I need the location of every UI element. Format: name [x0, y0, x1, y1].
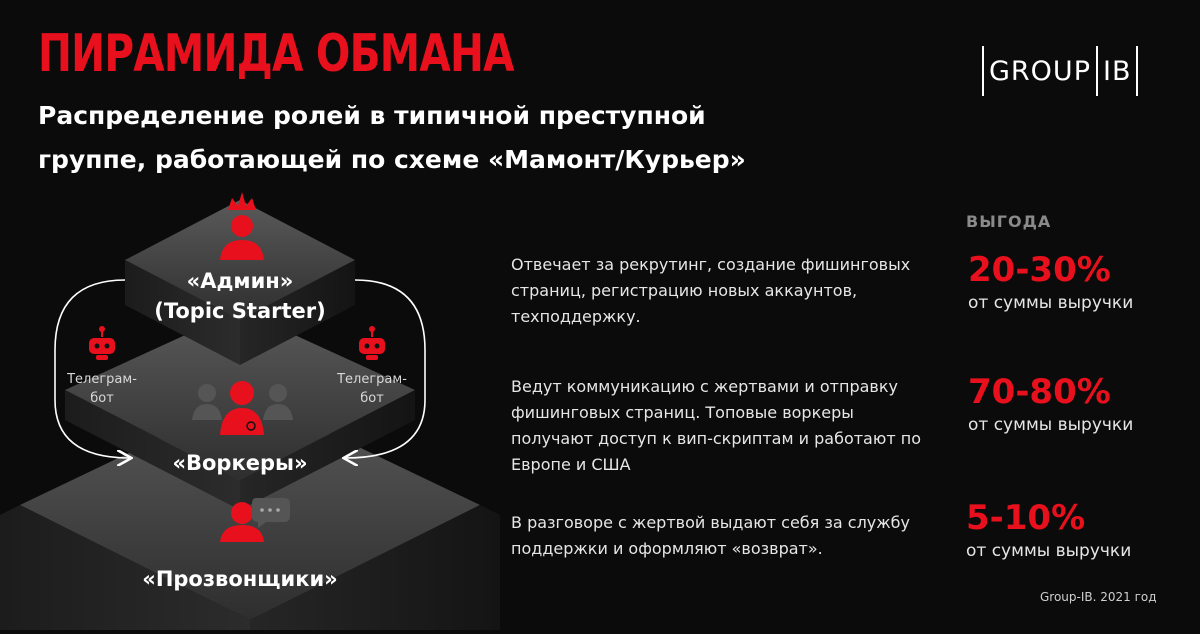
share-callers: 5-10%: [966, 498, 1086, 538]
logo-bar-right: [1136, 46, 1138, 96]
page-subtitle: [38, 94, 838, 182]
role-description-callers: В разговоре с жертвой выдают себя за службу поддержки и оформляют «возврат».: [511, 513, 911, 558]
logo-text-left: GROUP: [989, 55, 1091, 87]
share-admin: 20-30%: [968, 250, 1111, 290]
subtitle-line-1: Распределение ролей в типичной преступной: [38, 101, 706, 130]
share-note-callers: от суммы выручки: [966, 541, 1132, 561]
workers-label: «Воркеры»: [172, 451, 308, 475]
bot-left-line-2: бот: [90, 391, 114, 406]
admin-label-line-1: «Админ»: [186, 269, 294, 293]
logo-bar-left: [982, 46, 984, 96]
role-description-admin: Отвечает за рекрутинг, создание фишинговых страниц, регистрацию новых аккаунтов, техподдержку.: [511, 255, 911, 326]
share-note-admin: от суммы выручки: [968, 293, 1134, 313]
bot-right-line-2: бот: [360, 391, 384, 406]
admin-label: [140, 266, 340, 326]
page-title: ПИРАМИДА ОБМАНА: [38, 24, 514, 84]
footer-credit: Group-IB. 2021 год: [1040, 590, 1157, 604]
telegram-bot-left-label: [52, 370, 152, 408]
crown-icon: [228, 192, 256, 210]
callers-label: «Прозвонщики»: [142, 567, 338, 591]
subtitle-line-2: группе, работающей по схеме «Мамонт/Курьер»: [38, 145, 746, 174]
telegram-bot-icon: [89, 326, 115, 360]
group-ib-logo: [977, 46, 1149, 96]
telegram-bot-icon: [359, 326, 385, 360]
share-note-workers: от суммы выручки: [968, 415, 1134, 435]
benefit-header: ВЫГОДА: [966, 212, 1052, 231]
logo-text-right: IB: [1102, 55, 1132, 87]
bot-left-line-1: Телеграм-: [67, 372, 137, 387]
role-description-workers: Ведут коммуникацию с жертвами и отправку фишинговых страниц. Топовые воркеры получают доступ к вип-скриптам и работают по Европе и США: [511, 377, 921, 474]
bot-right-line-1: Телеграм-: [337, 372, 407, 387]
pyramid-diagram: [0, 180, 500, 630]
admin-label-line-2: (Topic Starter): [154, 299, 326, 323]
telegram-bot-right-label: [322, 370, 422, 408]
share-workers: 70-80%: [968, 372, 1111, 412]
logo-bar-middle: [1096, 46, 1098, 96]
